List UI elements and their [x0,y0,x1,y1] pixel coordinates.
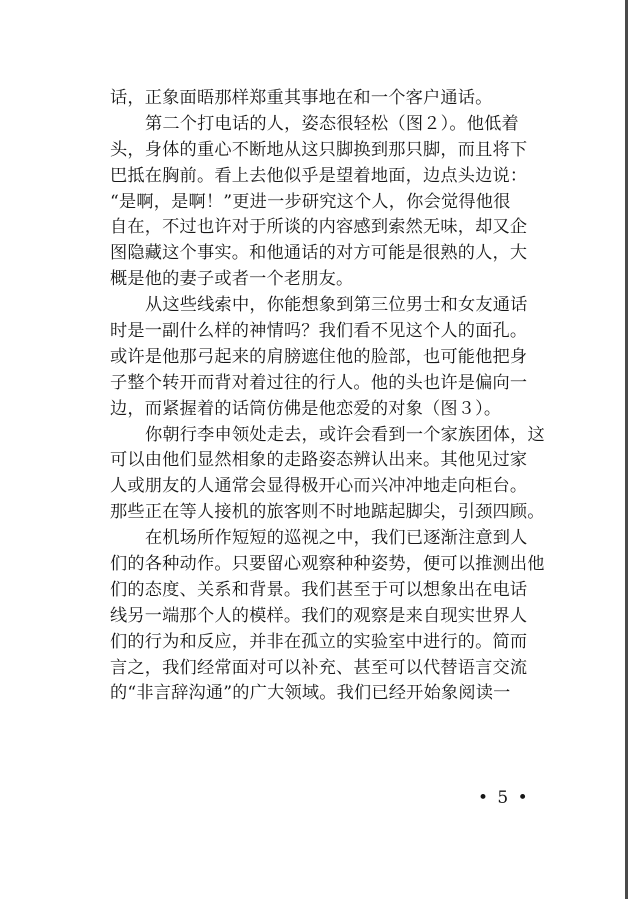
text-line: 自在，不过也许对于所谈的内容感到索然无味，却又企 [110,217,528,238]
text-line: 人或朋友的人通常会显得极开心而兴冲冲地走向柜台。 [110,476,528,497]
text-line: 概是他的妻子或者一个老朋友。 [110,269,354,290]
text-line: 们的各种动作。只要留心观察种种姿势，便可以推测出他 [110,554,545,575]
text-line: 你朝行李申领处走去，或许会看到一个家族团体，这 [145,424,545,445]
text-line: 头，身体的重心不断地从这只脚换到那只脚，而且将下 [110,139,528,160]
text-line: 们的行为和反应，并非在孤立的实验室中进行的。简而 [110,631,528,652]
text-line: 图隐藏这个事实。和他通话的对方可能是很熟的人，大 [110,243,528,264]
text-line: 从这些线索中，你能想象到第三位男士和女友通话 [145,295,528,316]
text-line: 可以由他们显然相象的走路姿态辨认出来。其他见过家 [110,450,528,471]
text-line: 的“非言辞沟通”的广大领域。我们已经开始象阅读一 [110,683,511,704]
text-line: 第二个打电话的人，姿态很轻松（图２）。他低着 [145,113,519,134]
body-text [110,86,562,707]
text-line: 时是一副什么样的神情吗？我们看不见这个人的面孔。 [110,321,528,342]
text-line: 子整个转开而背对着过往的行人。他的头也许是偏向一 [110,372,528,393]
text-line: 巴抵在胸前。看上去他似乎是望着地面，边点头边说： [110,165,528,186]
text-line: 言之，我们经常面对可以补充、甚至可以代替语言交流 [110,657,528,678]
text-line: 在机场所作短短的巡视之中，我们已逐渐注意到人 [145,528,528,549]
text-line: 话，正象面晤那样郑重其事地在和一个客户通话。 [110,88,493,108]
text-line: 边，而紧握着的话筒仿佛是他恋爱的对象（图３）。 [110,398,502,419]
text-line: 那些正在等人接机的旅客则不时地踮起脚尖，引颈四顾。 [110,502,545,523]
text-line: 线另一端那个人的模样。我们的观察是来自现实世界人 [110,605,528,626]
text-line: 或许是他那弓起来的肩膀遮住他的脸部，也可能他把身 [110,346,528,367]
text-line: “是啊，是啊！”更进一步研究这个人，你会觉得他很 [110,191,511,212]
page-number: • 5 • [478,788,530,808]
text-line: 们的态度、关系和背景。我们甚至于可以想象出在电话 [110,579,528,600]
